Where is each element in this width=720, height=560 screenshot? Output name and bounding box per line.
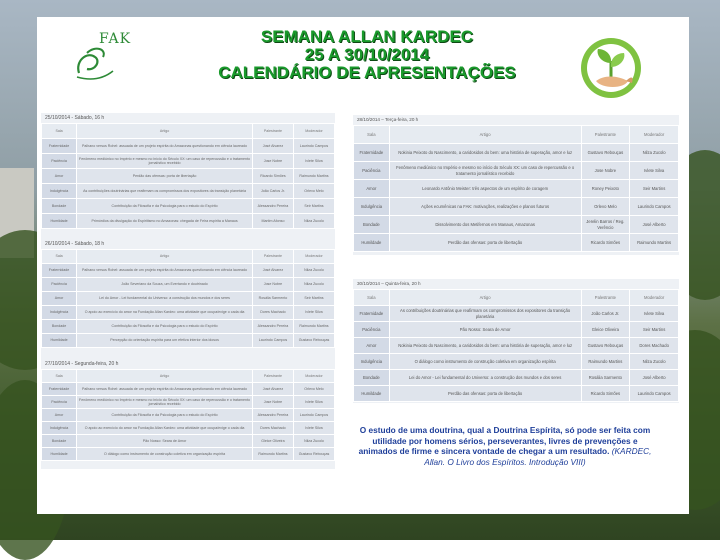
cell-article: As contribuições doutrinárias que reafirmam os compromissos dos expositores da transição planetária — [389, 306, 581, 322]
cell-room: Amor — [42, 292, 77, 306]
cell-room: Indulgência — [42, 184, 77, 199]
cell-speaker: João Carlos Jr. — [581, 306, 630, 322]
table-row — [354, 386, 679, 402]
schedule-table — [41, 369, 335, 461]
cell-speaker: Gleice Oliveira — [581, 322, 630, 338]
cell-moderator: Nilza Zucolo — [293, 278, 334, 292]
cell-moderator: Laurindo Campos — [630, 386, 679, 402]
cell-article: Fenômeno mediúnico no Império e mesmo no início do Século XX: um caso de repercussão e o tratamento jornalístico recebido — [77, 154, 253, 169]
cell-article: Palhano versus Rohel: assuada de um projeto espírita do Amazonas questionando em ciência laureado — [77, 139, 253, 154]
table-row — [354, 162, 679, 180]
cell-speaker: Palestrante — [581, 290, 630, 306]
cell-speaker: Ricardo Simões — [581, 386, 630, 402]
cell-speaker: Laurindo Campos — [252, 334, 293, 348]
page-title — [177, 28, 557, 82]
table-row — [42, 396, 335, 409]
cell-article: Lei do Amor - Lei fundamental do Universo: a construção dos mundos e dos seres — [77, 292, 253, 306]
slide — [37, 17, 689, 514]
cell-moderator: Seir Martins — [293, 199, 334, 214]
table-row — [42, 139, 335, 154]
table-row — [354, 234, 679, 252]
cell-room: Indulgência — [354, 198, 390, 216]
cell-moderator: Orlevo Melo — [293, 383, 334, 396]
schedule-block-27-10 — [41, 359, 335, 469]
block-date-header: 26/10/2014 - Sábado, 18 h — [45, 241, 105, 247]
cell-moderator: Moderador — [293, 124, 334, 139]
cell-moderator: José Alberto — [630, 216, 679, 234]
cell-moderator: Dores Machado — [630, 338, 679, 354]
schedule-table — [353, 125, 679, 252]
table-row — [42, 448, 335, 461]
cell-article: Artigo — [77, 250, 253, 264]
cell-moderator: Orlevo Melo — [293, 184, 334, 199]
schedule-table — [41, 249, 335, 348]
fak-logo-text: FAK — [99, 31, 132, 47]
schedule-block-26-10 — [41, 239, 335, 367]
cell-room: Fraternidade — [42, 264, 77, 278]
quote-text: O estudo de uma doutrina, qual a Doutrina Espírita, só pode ser feita com utilidade por homens sérios, perseverantes, livres de prevenções e animados de firme e sincera vontade de chegar a um resultado. — [358, 425, 651, 456]
cell-room: Sala — [42, 250, 77, 264]
cell-room: Humildade — [354, 386, 390, 402]
cell-room: Bondade — [42, 435, 77, 448]
cell-room: Paciência — [354, 162, 390, 180]
cell-room: Sala — [42, 124, 77, 139]
table-row — [354, 216, 679, 234]
cell-speaker: Alessandro Pereira — [252, 199, 293, 214]
cell-article: Nokinia Peixoto do Nascimento, a caridosidos do bem: uma história de superação, amor e luz — [389, 338, 581, 354]
cell-moderator: Laurindo Campos — [293, 139, 334, 154]
cell-article: Percepção do orientação espírita para um efetiva interior dos idosos — [77, 334, 253, 348]
table-row — [354, 338, 679, 354]
cell-room: Indulgência — [42, 306, 77, 320]
table-row — [42, 278, 335, 292]
cell-room: Bondade — [354, 216, 390, 234]
table-row — [354, 370, 679, 386]
table-row — [42, 184, 335, 199]
schedule-block-30-10 — [353, 279, 679, 403]
table-row — [354, 306, 679, 322]
schedule-block-25-10 — [41, 113, 335, 243]
cell-moderator: Ivlete Silva — [293, 396, 334, 409]
table-row — [42, 334, 335, 348]
fak-logo-icon — [73, 43, 157, 85]
table-row — [354, 354, 679, 370]
table-row — [42, 422, 335, 435]
cell-speaker: Jose Nobre — [252, 396, 293, 409]
cell-room: Bondade — [42, 199, 77, 214]
cell-speaker: Ricardo Simões — [252, 169, 293, 184]
cell-article: João Severiano da Souza, um Evertando e doutrinado — [77, 278, 253, 292]
table-row — [42, 214, 335, 229]
seedling-hand-icon — [580, 37, 642, 99]
cell-article: Perdão das ofensas: porta de libertação — [389, 234, 581, 252]
cell-article: Nokinia Peixoto do Nascimento, a caridosidos do bem: uma história de superação, amor e luz — [389, 144, 581, 162]
cell-article: Artigo — [77, 124, 253, 139]
cell-speaker: Gustavo Rebouças — [581, 144, 630, 162]
cell-moderator: Laurindo Campos — [630, 198, 679, 216]
cell-speaker: José Alvarez — [252, 383, 293, 396]
cell-moderator: Moderador — [293, 370, 334, 383]
cell-room: Sala — [354, 290, 390, 306]
cell-room: Humildade — [42, 214, 77, 229]
cell-article: Palhano versus Rohel: assuada de um projeto espírita do Amazonas questionando em ciência laureado — [77, 383, 253, 396]
table-row — [42, 435, 335, 448]
cell-room: Humildade — [42, 448, 77, 461]
cell-article: Ações ecumênicas na FAK: motivações, realizações e planos futuros — [389, 198, 581, 216]
cell-article: O diálogo como instrumento de construção coletiva em organização espírita — [389, 354, 581, 370]
table-row — [42, 320, 335, 334]
cell-speaker: Palestrante — [252, 370, 293, 383]
cell-moderator: Raimundo Martins — [293, 169, 334, 184]
table-row — [42, 169, 335, 184]
cell-moderator: Gustavo Rebouças — [293, 334, 334, 348]
cell-article: As contribuições doutrinárias que reafirmam os compromissos dos expositores da transição planetária — [77, 184, 253, 199]
cell-moderator: Nilza Zucolo — [630, 144, 679, 162]
cell-moderator: Raimundo Martins — [630, 234, 679, 252]
cell-room: Indulgência — [42, 422, 77, 435]
cell-speaker: Gleice Oliveira — [252, 435, 293, 448]
table-row — [354, 144, 679, 162]
cell-room: Paciência — [42, 278, 77, 292]
cell-moderator: Ivlete Silva — [630, 162, 679, 180]
title-line-3: CALENDÁRIO DE APRESENTAÇÕES — [218, 63, 516, 82]
table-row — [42, 409, 335, 422]
cell-room: Humildade — [354, 234, 390, 252]
cell-room: Paciência — [42, 154, 77, 169]
cell-speaker: Palestrante — [252, 250, 293, 264]
cell-moderator: Laurindo Campos — [293, 409, 334, 422]
cell-room: Amor — [354, 338, 390, 354]
cell-speaker: Jose Nobre — [252, 278, 293, 292]
table-row — [42, 199, 335, 214]
table-row — [42, 383, 335, 396]
cell-speaker: Palestrante — [581, 126, 630, 144]
cell-moderator: Nilza Zucolo — [293, 264, 334, 278]
cell-room: Paciência — [42, 396, 77, 409]
cell-article: Pão Nosso: Seara de Amor — [389, 322, 581, 338]
cell-moderator: Nilza Zucolo — [630, 354, 679, 370]
cell-room: Fraternidade — [354, 144, 390, 162]
cell-speaker: Alessandro Pereira — [252, 409, 293, 422]
cell-article: Artigo — [389, 126, 581, 144]
cell-moderator: Ivlete Silva — [293, 422, 334, 435]
cell-speaker: Jerelin Barros / Reg. Verêncio — [581, 216, 630, 234]
cell-moderator: Ivlete Silva — [293, 154, 334, 169]
cell-room: Sala — [42, 370, 77, 383]
block-date-header: 27/10/2014 - Segunda-feira, 20 h — [45, 361, 119, 367]
cell-article: O apoio ao exercício do amor na Fundação Allan Kardec: uma atividade que ocupa/exige o cada dia — [77, 306, 253, 320]
table-row — [42, 292, 335, 306]
cell-moderator: Ivlete Silva — [630, 306, 679, 322]
cell-article: Perdão das ofensas: porta de libertação — [77, 169, 253, 184]
cell-speaker: Orlevo Melo — [581, 198, 630, 216]
table-header-row — [42, 370, 335, 383]
cell-moderator: Nilza Zucolo — [293, 214, 334, 229]
cell-article: Pão Nosso: Seara de Amor — [77, 435, 253, 448]
cell-speaker: Gustavo Rebouças — [581, 338, 630, 354]
schedule-block-28-10 — [353, 115, 679, 255]
cell-speaker: João Carlos Jr. — [252, 184, 293, 199]
cell-room: Bondade — [42, 320, 77, 334]
cell-speaker: Ricardo Simões — [581, 234, 630, 252]
quote-citation: (KARDEC, Allan. O Livro dos Espíritos. Introdução VIII) — [424, 446, 652, 467]
title-line-2: 25 A 30/10/2014 — [304, 45, 430, 64]
table-row — [42, 154, 335, 169]
schedule-table — [41, 123, 335, 229]
cell-moderator: Gustavo Rebouças — [293, 448, 334, 461]
cell-room: Indulgência — [354, 354, 390, 370]
cell-moderator: Moderador — [630, 126, 679, 144]
cell-article: Leonardo Antônio Meister: três aspectos de um espírito de coragem — [389, 180, 581, 198]
cell-moderator: Moderador — [630, 290, 679, 306]
cell-moderator: Ivlete Silva — [293, 306, 334, 320]
cell-speaker: Dores Machado — [252, 422, 293, 435]
cell-speaker: Rosália Sarmento — [581, 370, 630, 386]
cell-room: Paciência — [354, 322, 390, 338]
block-date-header: 30/10/2014 – Quinta-feira, 20 h — [357, 281, 421, 286]
cell-moderator: Nilza Zucolo — [293, 435, 334, 448]
cell-article: Contribuição da Filosofia e da Psicologia para o estudo do Espírito — [77, 199, 253, 214]
cell-room: Fraternidade — [354, 306, 390, 322]
schedule-table — [353, 289, 679, 402]
table-row — [354, 198, 679, 216]
cell-article: Palhano versus Rohel: assuada de um projeto espírita do Amazonas questionando em ciência laureado — [77, 264, 253, 278]
cell-article: Primórdios da divulgação do Espiritismo no Amazonas: chegada de Feira espírita a Manaus — [77, 214, 253, 229]
cell-article: Contribuição da Filosofia e da Psicologia para o estudo do Espírito — [77, 409, 253, 422]
block-date-header: 25/10/2014 - Sábado, 16 h — [45, 115, 105, 121]
cell-moderator: Moderador — [293, 250, 334, 264]
cell-article: O apoio ao exercício do amor na Fundação Allan Kardec: uma atividade que ocupa/exige o cada dia — [77, 422, 253, 435]
cell-article: Contribuição da Filosofia e da Psicologia para o estudo do Espírito — [77, 320, 253, 334]
cell-room: Amor — [42, 169, 77, 184]
cell-article: Perdão das ofensas: porta de libertação — [389, 386, 581, 402]
cell-room: Humildade — [42, 334, 77, 348]
cell-moderator: Seir Martins — [293, 292, 334, 306]
cell-room: Bondade — [354, 370, 390, 386]
cell-speaker: Raimundo Martins — [581, 354, 630, 370]
cell-article: O diálogo como instrumento de construção coletiva em organização espírita — [77, 448, 253, 461]
cell-article: Artigo — [389, 290, 581, 306]
table-row — [354, 180, 679, 198]
title-line-1: SEMANA ALLAN KARDEC — [260, 27, 474, 46]
cell-room: Amor — [42, 409, 77, 422]
cell-moderator: Raimundo Martins — [293, 320, 334, 334]
cell-room: Fraternidade — [42, 139, 77, 154]
kardec-quote — [355, 425, 655, 467]
cell-article: Artigo — [77, 370, 253, 383]
cell-article: Lei do Amor - Lei fundamental do Universo: a construção dos mundos e dos seres — [389, 370, 581, 386]
table-row — [42, 306, 335, 320]
cell-speaker: Dores Machado — [252, 306, 293, 320]
cell-moderator: José Alberto — [630, 370, 679, 386]
cell-room: Amor — [354, 180, 390, 198]
cell-moderator: Seir Martins — [630, 322, 679, 338]
cell-speaker: José Alvarez — [252, 139, 293, 154]
table-row — [42, 264, 335, 278]
cell-article: Dissolvimento dos Metifernos em Manaus, Amazonas — [389, 216, 581, 234]
cell-speaker: Raimundo Martins — [252, 448, 293, 461]
cell-article: Fenômeno mediúnico no Império e mesmo no início do Século XX: um caso de repercussão e o tratamento jornalístico recebido — [77, 396, 253, 409]
cell-speaker: José Alvarez — [252, 264, 293, 278]
cell-room: Sala — [354, 126, 390, 144]
block-date-header: 28/10/2014 – Terça-feira, 20 h — [357, 117, 419, 122]
cell-speaker: Jose Nobre — [581, 162, 630, 180]
table-header-row — [354, 290, 679, 306]
cell-room: Fraternidade — [42, 383, 77, 396]
cell-speaker: Alessandro Pereira — [252, 320, 293, 334]
cell-speaker: Rosália Sarmento — [252, 292, 293, 306]
cell-moderator: Seir Martins — [630, 180, 679, 198]
table-header-row — [42, 124, 335, 139]
cell-article: Fenômeno mediúnico no Império e mesmo no início do Século XX: um caso de repercussão e o tratamento jornalístico recebido — [389, 162, 581, 180]
table-row — [354, 322, 679, 338]
cell-speaker: Palestrante — [252, 124, 293, 139]
table-header-row — [354, 126, 679, 144]
cell-speaker: Roney Peixoto — [581, 180, 630, 198]
cell-speaker: Jose Nobre — [252, 154, 293, 169]
cell-speaker: Martim Afonso — [252, 214, 293, 229]
table-header-row — [42, 250, 335, 264]
